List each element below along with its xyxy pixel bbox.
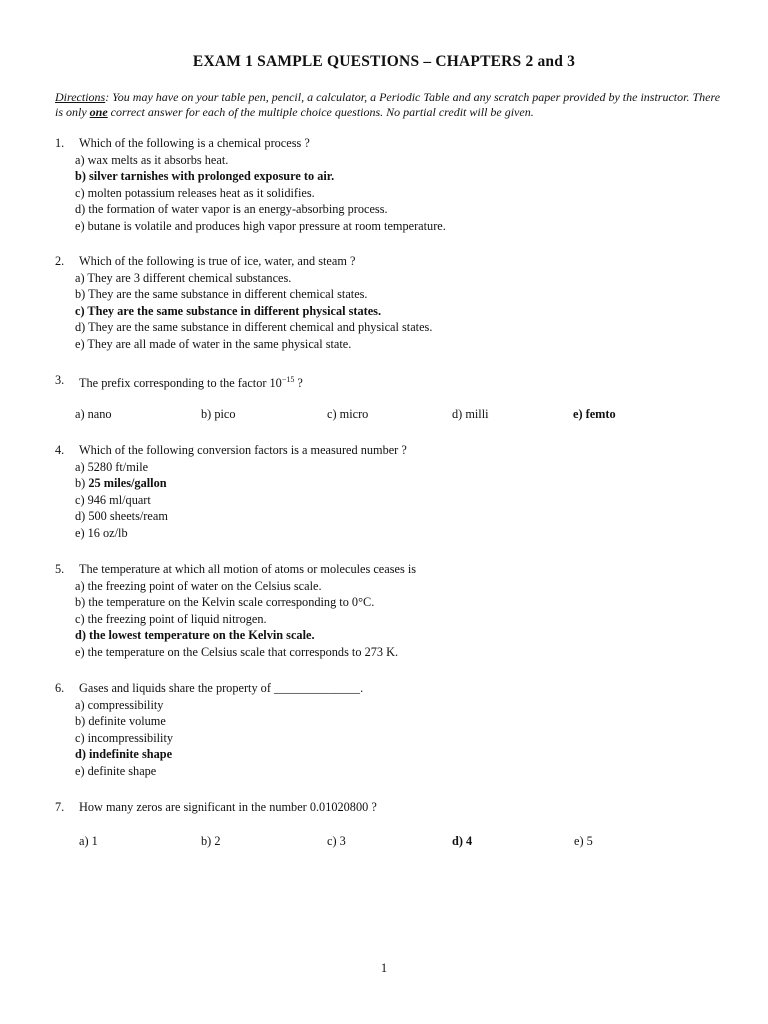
option-c: c) 946 ml/quart [75,492,151,507]
option-a: a) They are 3 different chemical substances. [75,270,292,285]
directions-label: Directions [55,90,106,104]
option-a: a) 1 [79,833,98,848]
question-text: Which of the following is a chemical process ? [79,136,310,150]
page-title: EXAM 1 SAMPLE QUESTIONS – CHAPTERS 2 and 3 [192,53,576,70]
option-e: e) butane is volatile and produces high vapor pressure at room temperature. [75,218,446,233]
option-d: d) They are the same substance in different chemical and physical states. [75,320,433,334]
question-4 [55,442,735,541]
option-c: c) 3 [327,833,346,848]
directions [55,90,725,120]
option-e: e) the temperature on the Celsius scale that corresponds to 273 K. [75,644,399,659]
option-a: a) wax melts as it absorbs heat. [75,152,229,167]
option-a: a) nano [75,406,112,421]
question-3 [55,372,735,422]
option-c: c) molten potassium releases heat as it solidifies. [75,185,315,200]
question-5 [55,561,735,660]
question-number: 6. [55,681,65,695]
question-number: 3. [55,373,65,387]
option-a: a) 5280 ft/mile [75,459,149,474]
option-b: b) 2 [201,833,221,848]
option-a: a) the freezing point of water on the Celsius scale. [75,578,322,593]
directions-text-after: correct answer for each of the multiple choice questions. No partial credit will be given. [107,105,534,119]
option-d-answer: d) the lowest temperature on the Kelvin scale. [75,628,315,642]
question-7 [55,799,735,849]
question-number: 1. [55,136,65,150]
question-text: Which of the following is true of ice, water, and steam ? [79,254,356,268]
exponent: −15 [281,375,295,384]
question-1 [55,135,735,234]
option-e: e) 16 oz/lb [75,525,128,540]
option-b: b) the temperature on the Kelvin scale corresponding to 0°C. [75,595,375,609]
option-d-answer: d) 4 [452,833,473,848]
option-e: e) They are all made of water in the same physical state. [75,336,352,351]
option-c: c) incompressibility [75,730,174,745]
option-b: b) They are the same substance in different chemical states. [75,287,368,301]
question-number: 5. [55,562,65,576]
option-e: e) definite shape [75,763,157,778]
directions-text-before: : You may have on your table pen, pencil, a calculator, a Periodic Table and any scratch paper provided by the instructor. There is only [55,90,721,119]
option-c-answer: c) They are the same substance in different physical states. [75,303,382,318]
question-text-end: ? [294,376,303,390]
option-e-answer: e) femto [573,406,616,421]
question-6 [55,680,735,779]
page-number: 1 [380,961,388,975]
option-b-letter: b) [75,476,89,490]
option-b: b) definite volume [75,714,166,728]
option-c: c) micro [327,406,369,421]
option-e: e) 5 [574,833,593,848]
option-c: c) the freezing point of liquid nitrogen. [75,611,267,626]
question-text: Gases and liquids share the property of ______________. [79,681,364,695]
question-number: 7. [55,800,65,814]
question-text: Which of the following conversion factors is a measured number ? [79,443,407,457]
option-b-answer: 25 miles/gallon [88,476,167,490]
question-number: 4. [55,443,65,457]
question-2 [55,253,735,352]
option-b: b) pico [201,406,236,421]
option-a: a) compressibility [75,697,164,712]
directions-emphasis: one [89,105,108,119]
question-number: 2. [55,254,65,268]
option-d-answer: d) indefinite shape [75,747,173,761]
option-d: d) milli [452,406,489,421]
option-b-answer: b) silver tarnishes with prolonged exposure to air. [75,169,335,183]
question-text: How many zeros are significant in the number 0.01020800 ? [79,800,377,814]
option-d: d) 500 sheets/ream [75,509,168,523]
question-text: The prefix corresponding to the factor 10 [79,376,282,390]
question-text: The temperature at which all motion of atoms or molecules ceases is [79,562,417,576]
option-d: d) the formation of water vapor is an energy-absorbing process. [75,202,388,216]
